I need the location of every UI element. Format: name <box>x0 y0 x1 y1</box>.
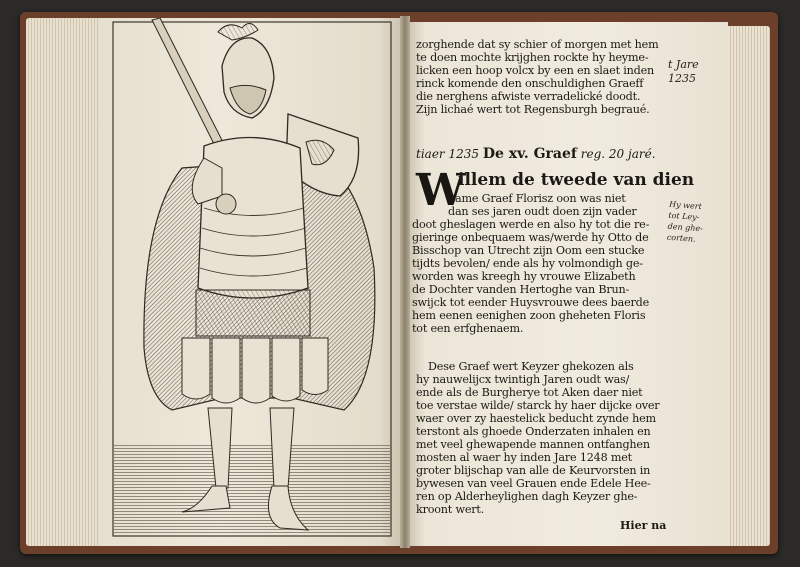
text-line: met veel ghewapende mannen ontfanghen <box>416 438 650 451</box>
text-line: de Dochter vanden Hertoghe van Brun- <box>412 283 630 296</box>
catchword: Hier na <box>620 519 667 532</box>
first-line: illem de tweede van dien <box>458 170 695 190</box>
heading-suffix: reg. 20 jaré. <box>580 147 656 161</box>
page-edges-right <box>724 26 770 546</box>
text-line: die nerghens afwiste verradelické doodt. <box>416 90 641 103</box>
text-line: tijdts bevolen/ ende als hy volmondigh ge- <box>412 257 643 270</box>
margin-note-line: corten. <box>666 232 696 244</box>
text-line: swijck tot eender Huysvrouwe dees baerde <box>412 296 650 309</box>
text-line: dan ses jaren oudt doen zijn vader <box>448 205 637 218</box>
text-line: ende als de Burgherye tot Aken daer niet <box>416 386 643 399</box>
text-line: gieringe onbequaem was/werde hy Otto de <box>412 231 649 244</box>
margin-note-line: den ghe- <box>667 221 704 234</box>
margin-note-line: t Jare <box>668 58 699 71</box>
text-line: toe verstae wilde/ starck hy haer dijcke over <box>416 399 660 412</box>
text-line: licken een hoop volcx by een en slaet inden <box>416 64 655 77</box>
margin-note-year <box>668 58 699 86</box>
knight-engraving <box>112 18 394 540</box>
text-line: kroont wert. <box>416 503 485 516</box>
text-line: groter blijschap van alle de Keurvorsten in <box>416 464 651 477</box>
margin-note-line: 1235 <box>668 72 696 85</box>
margin-note-line: Hy wert <box>668 199 703 212</box>
text-line: rinck komende den onschuldighen Graeff <box>416 77 644 90</box>
text-line: zorghende dat sy schier of morgen met hem <box>416 38 659 51</box>
text-line: Bisschop van Utrecht zijn Oom een stucke <box>412 244 645 257</box>
dropcap-initial: W <box>416 165 466 216</box>
book-gutter <box>400 16 410 548</box>
page-edges-left <box>26 18 104 546</box>
text-line: tot een erfghenaem. <box>412 322 524 335</box>
paragraph-1-body <box>412 192 674 335</box>
margin-note-line: tot Ley- <box>668 210 700 222</box>
text-line: te doen mochte krijghen rockte hy heyme- <box>416 51 649 64</box>
text-line: terstont als ghoede Onderzaten inhalen en <box>416 425 651 438</box>
text-line: hem eenen eenighen zoon gheheten Floris <box>412 309 646 322</box>
text-line: mosten al waer hy inden Jare 1248 met <box>416 451 632 464</box>
text-line: doot gheslagen werde en also hy tot die re- <box>412 218 650 231</box>
text-line: waer over zy haestelick beducht zynde hem <box>416 412 656 425</box>
right-page-top-text <box>416 38 666 116</box>
section-heading <box>416 146 656 162</box>
text-line: Dese Graef wert Keyzer ghekozen als <box>428 360 634 373</box>
heading-title: De xv. Graef <box>482 146 577 162</box>
text-line: Zijn lichaé wert tot Regensburgh begraué. <box>416 103 650 116</box>
margin-note-handwritten <box>667 199 705 245</box>
text-line: worden was kreegh hy vrouwe Elizabeth <box>412 270 636 283</box>
heading-prefix: tiaer 1235 <box>416 147 480 161</box>
paragraph-2 <box>416 360 672 516</box>
text-line: name Graef Florisz oon was niet <box>448 192 626 205</box>
text-line: ren op Alderheylighen dagh Keyzer ghe- <box>416 490 638 503</box>
text-line: hy nauwelijcx twintigh Jaren oudt was/ <box>416 373 630 386</box>
text-line: bywesen van veel Grauen ende Edele Hee- <box>416 477 651 490</box>
